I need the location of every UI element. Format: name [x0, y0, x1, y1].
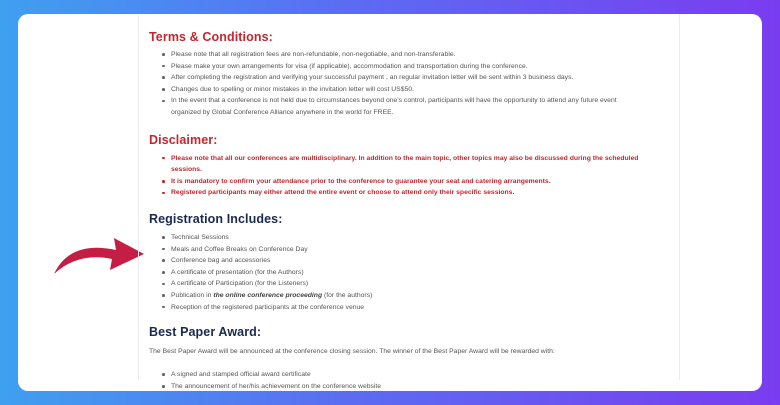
list-item: It is mandatory to confirm your attendance prior to the conference to guarantee your seat and catering arrangements.	[171, 176, 671, 188]
award-description: The Best Paper Award will be announced at the conference closing session. The winner of the Best Paper Award will be rewarded with:	[149, 348, 555, 356]
list-item: A certificate of presentation (for the Authors)	[171, 267, 671, 279]
list-item: A signed and stamped official award certificate	[171, 369, 671, 381]
document-column	[138, 14, 680, 390]
registration-heading: Registration Includes:	[149, 211, 283, 226]
list-item: After completing the registration and verifying your successful payment , an regular invitation letter will be sent within 3 business days.	[171, 72, 671, 84]
list-item: Conference bag and accessories	[171, 255, 671, 267]
registration-list	[149, 232, 671, 313]
list-item: Registered participants may either attend the entire event or choose to attend only their specific sessions.	[171, 187, 671, 199]
award-section	[149, 325, 671, 391]
curved-arrow-icon	[48, 224, 148, 280]
disclaimer-list	[149, 153, 671, 199]
publication-suffix: (for the authors)	[322, 291, 373, 299]
terms-heading: Terms & Conditions:	[149, 30, 273, 44]
list-item: Please note that all our conferences are multidisciplinary. In addition to the main topic, other topics may also be discussed during the scheduled sessions.	[171, 153, 671, 176]
list-item-publication	[171, 290, 671, 302]
disclaimer-heading: Disclaimer:	[149, 132, 218, 147]
list-item: In the event that a conference is not held due to circumstances beyond one's control, participants will have the opportunity to attend any future event	[171, 95, 671, 107]
list-item: Please make your own arrangements for visa (if applicable), accommodation and transportation during the conference.	[171, 61, 671, 73]
terms-continuation: organized by Global Conference Alliance anywhere in the world for FREE.	[171, 108, 394, 116]
list-item: A certificate of Participation (for the Listeners)	[171, 278, 671, 290]
publication-emphasis: the online conference proceeding	[213, 291, 323, 299]
award-heading: Best Paper Award:	[149, 325, 262, 340]
award-list	[149, 369, 671, 391]
list-item: The announcement of her/his achievement on the conference website	[171, 381, 671, 391]
list-item: Changes due to spelling or minor mistakes in the invitation letter will cost US$50.	[171, 84, 671, 96]
list-item: Reception of the registered participants at the conference venue	[171, 302, 671, 314]
registration-section	[149, 212, 671, 313]
list-item: Meals and Coffee Breaks on Conference Day	[171, 244, 671, 256]
list-item: Technical Sessions	[171, 232, 671, 244]
content-card	[18, 14, 762, 391]
list-item: Please note that all registration fees are non-refundable, non-negotiable, and non-transferable.	[171, 49, 671, 61]
terms-list	[149, 49, 671, 107]
terms-section	[149, 30, 671, 119]
disclaimer-section	[149, 133, 671, 199]
publication-prefix: Publication in	[171, 291, 214, 299]
